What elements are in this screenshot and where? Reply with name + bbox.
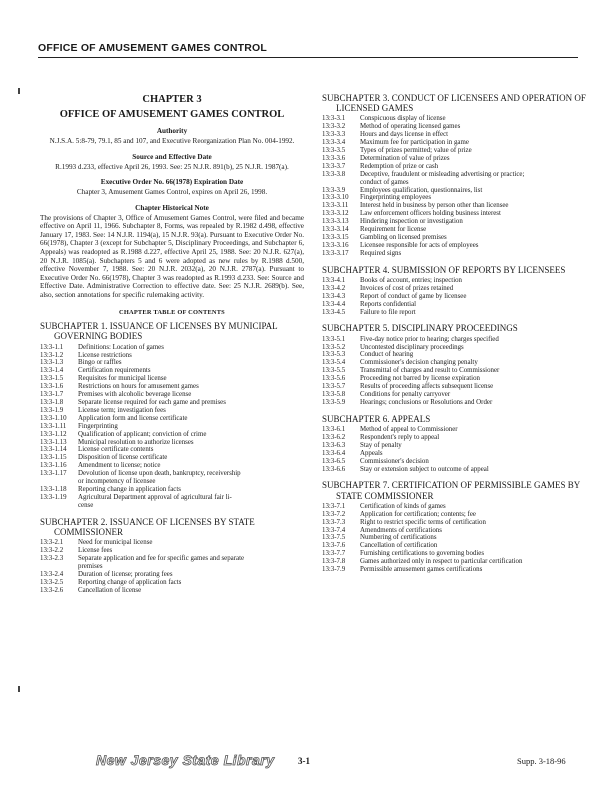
historical-note-heading: Chapter Historical Note — [135, 203, 209, 212]
section-title: Disposition of license certificate — [78, 454, 168, 462]
left-subchapter-list — [40, 321, 304, 594]
section-title: Cancellation of certification — [360, 542, 438, 550]
section-list — [40, 344, 304, 510]
historical-note-text: The provisions of Chapter 3, Office of Amusement Games Control, were filed and became effective on April 11, 1966. Subchapter 8, Forms, was repealed by R.1982 d.498, effective January 17, 1983. See: 14 N.J.R. 1194(a), 15 N.J.R. 93(a). Pursuant to Executive Order No. 66(1978), Chapter 3 (except for Subchapter 5, Disciplinary Proceedings, and Subchapter 6, Appeals) was readopted as R.1988 d.227, effective April 25, 1988. See: 20 N.J.R. 627(a), 20 N.J.R. 1085(a). Subchapters 5 and 6 were adopted as new rules by R.1988 d.500, effective November 7, 1988. See: 20 N.J.R. 2032(a), 20 N.J.R. 2787(a). Pursuant to Executive Order No. 66(1978), Chapter 3 was readopted as R.1993 d.233. See: Source and Effective Date. Administrative Correction to effective date. See: 25 N.J.R. 2689(b). See, also, section annotations for specific rulemaking activity. — [40, 213, 304, 299]
section-number: 13:3-5.7 — [322, 383, 346, 391]
section-title: Uncontested disciplinary proceedings — [360, 343, 464, 351]
toc-entry — [40, 407, 304, 415]
section-number: 13:3-4.5 — [322, 308, 346, 316]
section-number: 13:3-6.4 — [322, 449, 346, 457]
toc-entry — [40, 547, 304, 555]
section-number: 13:3-1.5 — [40, 375, 64, 383]
section-title: Definitions: Location of games — [78, 343, 164, 351]
executive-order-text: Chapter 3, Amusement Games Control, expires on April 26, 1998. — [76, 188, 268, 197]
toc-entry — [40, 431, 304, 439]
toc-entry — [322, 226, 588, 234]
section-title: License term; investigation fees — [78, 406, 166, 414]
authority-heading: Authority — [156, 127, 188, 135]
section-title: Interest held in business by person other than licensee — [360, 202, 509, 210]
toc-entry — [322, 351, 588, 359]
toc-entry — [40, 439, 304, 447]
section-number: 13:3-1.12 — [40, 430, 67, 438]
toc-entry — [322, 309, 588, 317]
section-title: Proceeding not barred by license expiration — [360, 375, 480, 383]
toc-entry — [40, 454, 304, 462]
toc-entry — [322, 250, 588, 258]
toc-entry — [322, 242, 588, 250]
toc-entry — [40, 539, 304, 547]
subchapter-block — [40, 321, 304, 509]
toc-entry — [322, 399, 588, 407]
section-number: 13:3-5.1 — [322, 335, 346, 343]
section-title-continuation: or incompetency of licensee — [78, 478, 156, 486]
toc-entry — [322, 163, 588, 171]
section-title: Law enforcement officers holding business interest — [360, 210, 501, 218]
toc-entry — [322, 534, 588, 542]
chapter-title: OFFICE OF AMUSEMENT GAMES CONTROL — [59, 109, 285, 120]
section-title: Conspicuous display of license — [360, 115, 446, 123]
section-number: 13:3-3.12 — [322, 210, 349, 218]
section-title: Hours and days license in effect — [360, 131, 449, 139]
section-number: 13:3-1.6 — [40, 383, 64, 391]
section-title: Numbering of certifications — [360, 534, 437, 542]
section-title: Agricultural Department approval of agricultural fair li- — [78, 493, 232, 501]
section-title: Municipal resolution to authorize licenses — [78, 438, 194, 446]
toc-entry — [322, 558, 588, 566]
section-number: 13:3-7.4 — [322, 526, 346, 534]
section-number: 13:3-3.9 — [322, 186, 346, 194]
section-title: Results of proceeding affects subsequent license — [360, 383, 494, 391]
toc-entry — [322, 147, 588, 155]
section-title: Gambling on licensed premises — [360, 234, 447, 241]
toc-entry — [322, 367, 588, 375]
section-title: Application for certification; contents; fee — [360, 510, 476, 518]
section-title-continuation: conduct of games — [360, 178, 409, 186]
section-title: Application form and license certificate — [78, 414, 188, 422]
toc-entry — [322, 458, 588, 466]
section-title: Deceptive, fraudulent or misleading advertising or practice; — [360, 170, 525, 178]
section-title: Separate application and fee for specific games and separate — [78, 554, 245, 562]
section-number: 13:3-4.3 — [322, 292, 346, 300]
toc-entry — [322, 187, 588, 195]
subchapter-heading: SUBCHAPTER 2. ISSUANCE OF LICENSES BY STATE COMMISSIONER — [40, 516, 255, 537]
section-title: Right to restrict specific terms of certification — [360, 518, 486, 526]
section-number: 13:3-3.17 — [322, 249, 349, 257]
section-title: Conditions for penalty carryover — [360, 391, 451, 398]
toc-entry — [322, 511, 588, 519]
section-number: 13:3-1.2 — [40, 351, 64, 359]
section-number: 13:3-1.17 — [40, 470, 67, 478]
toc-entry — [40, 375, 304, 383]
section-number: 13:3-1.16 — [40, 462, 67, 470]
section-title: Qualification of applicant; conviction of crime — [78, 430, 207, 438]
toc-entry — [40, 367, 304, 375]
section-number: 13:3-3.13 — [322, 218, 349, 226]
section-title: Furnishing certifications to governing bodies — [360, 550, 485, 558]
section-title: Stay or extension subject to outcome of appeal — [360, 465, 489, 473]
subchapter-heading: SUBCHAPTER 5. DISCIPLINARY PROCEEDINGS — [322, 323, 518, 334]
section-number: 13:3-2.5 — [40, 578, 64, 586]
section-number: 13:3-7.3 — [322, 518, 346, 526]
toc-entry — [40, 399, 304, 407]
section-title: Cancellation of license — [78, 586, 142, 594]
toc-entry — [322, 391, 588, 399]
section-title: License restrictions — [78, 351, 132, 359]
toc-entry — [322, 285, 588, 293]
section-number: 13:3-6.3 — [322, 441, 346, 449]
section-title: License fees — [78, 547, 113, 554]
section-number: 13:3-3.6 — [322, 154, 346, 162]
toc-entry — [322, 542, 588, 550]
section-number: 13:3-3.10 — [322, 194, 349, 202]
toc-entry — [40, 352, 304, 360]
section-number: 13:3-2.2 — [40, 547, 64, 554]
source-heading: Source and Effective Date — [132, 152, 212, 161]
section-title: Certification of kinds of games — [360, 502, 446, 510]
toc-entry — [322, 155, 588, 163]
toc-entry — [322, 202, 588, 210]
section-title: Employees qualification, questionnaires, list — [360, 186, 483, 194]
subchapter-block — [322, 323, 588, 406]
subchapter-heading: SUBCHAPTER 3. CONDUCT OF LICENSEES AND OPERATION OF LICENSED GAMES — [322, 93, 586, 114]
section-title: Certification requirements — [78, 367, 151, 375]
toc-entry — [40, 344, 304, 352]
section-title: Transmittal of charges and result to Commissioner — [360, 367, 500, 375]
section-number: 13:3-6.5 — [322, 457, 346, 465]
toc-entry — [322, 293, 588, 301]
section-list — [322, 277, 588, 317]
section-number: 13:3-2.6 — [40, 586, 64, 594]
subchapter-block — [40, 517, 304, 595]
toc-entry — [322, 550, 588, 558]
toc-entry — [322, 218, 588, 226]
section-title: License certificate contents — [78, 446, 154, 454]
toc-entry — [322, 527, 588, 535]
toc-entry — [40, 486, 304, 494]
section-number: 13:3-7.5 — [322, 534, 346, 542]
section-number: 13:3-7.1 — [322, 502, 346, 510]
section-title: Invoices of cost of prizes retained — [360, 284, 454, 292]
section-number: 13:3-3.2 — [322, 123, 346, 131]
section-title: Books of account, entries; inspection — [360, 276, 462, 284]
section-title: Reporting change of application facts — [78, 578, 182, 586]
section-number: 13:3-3.7 — [322, 162, 346, 170]
toc-entry — [322, 336, 588, 344]
section-number: 13:3-1.14 — [40, 446, 67, 454]
toc-entry — [40, 415, 304, 423]
section-number: 13:3-5.2 — [322, 343, 346, 351]
toc-entry — [322, 171, 588, 179]
section-title: Premises with alcoholic beverage license — [78, 391, 192, 399]
section-number: 13:3-7.7 — [322, 550, 346, 558]
section-number: 13:3-5.9 — [322, 398, 346, 406]
subchapter-heading: SUBCHAPTER 1. ISSUANCE OF LICENSES BY MUNICIPAL GOVERNING BODIES — [40, 321, 278, 342]
library-stamp: New Jersey State Library — [96, 752, 275, 768]
section-number: 13:3-3.16 — [322, 241, 349, 249]
executive-order-heading: Executive Order No. 66(1978) Expiration Date — [100, 178, 244, 187]
section-number: 13:3-7.8 — [322, 558, 346, 566]
section-title: Bingo or raffles — [78, 359, 122, 367]
section-title: Method of appeal to Commissioner — [360, 426, 458, 434]
section-number: 13:3-5.6 — [322, 375, 346, 383]
section-number: 13:3-1.18 — [40, 485, 67, 493]
section-number: 13:3-1.10 — [40, 414, 67, 422]
section-number: 13:3-1.11 — [40, 422, 67, 430]
section-number: 13:3-2.4 — [40, 570, 64, 578]
toc-entry — [322, 375, 588, 383]
section-number: 13:3-3.4 — [322, 139, 346, 147]
toc-entry — [40, 555, 304, 563]
section-title: Fingerprinting — [78, 422, 118, 430]
section-list — [322, 503, 588, 574]
page-number: 3-1 — [298, 756, 310, 766]
toc-entry — [322, 442, 588, 450]
toc-entry — [40, 391, 304, 399]
section-title: Reporting change in application facts — [78, 485, 181, 493]
section-list — [322, 115, 588, 257]
toc-entry — [322, 466, 588, 474]
margin-mark — [18, 88, 20, 94]
section-title: Conduct of hearing — [360, 351, 414, 359]
toc-entry — [322, 115, 588, 123]
section-title: Reports confidential — [360, 300, 417, 308]
section-title: Failure to file report — [360, 308, 416, 316]
source-text: R.1993 d.233, effective April 26, 1993. See: 25 N.J.R. 891(b), 25 N.J.R. 1987(a). — [55, 162, 289, 171]
toc-entry — [40, 462, 304, 470]
section-number: 13:3-3.15 — [322, 234, 349, 241]
margin-mark — [18, 686, 20, 692]
section-number: 13:3-6.6 — [322, 465, 346, 473]
toc-entry — [40, 446, 304, 454]
section-title-continuation: premises — [78, 562, 103, 570]
toc-entry — [40, 383, 304, 391]
section-number: 13:3-1.4 — [40, 367, 64, 375]
toc-entry — [40, 470, 304, 478]
subchapter-block — [322, 265, 588, 317]
section-title: Types of prizes permitted; value of prize — [360, 147, 472, 155]
section-number: 13:3-4.2 — [322, 284, 346, 292]
subchapter-heading: SUBCHAPTER 7. CERTIFICATION OF PERMISSIBLE GAMES BY STATE COMMISSIONER — [322, 480, 580, 501]
toc-entry — [40, 571, 304, 579]
section-list — [322, 426, 588, 473]
toc-entry — [322, 503, 588, 511]
supplement-date: Supp. 3-18-96 — [517, 756, 566, 766]
toc-entry — [322, 383, 588, 391]
section-title: Need for municipal license — [78, 539, 153, 547]
section-title: Hearings; conclusions or Resolutions and Order — [360, 398, 493, 406]
subchapter-heading: SUBCHAPTER 6. APPEALS — [322, 413, 431, 424]
section-title: Determination of value of prizes — [360, 154, 450, 162]
authority-text: N.J.S.A. 5:8-79, 79.1, 85 and 107, and Executive Reorganization Plan No. 004-1992. — [49, 137, 295, 145]
toc-entry — [40, 494, 304, 502]
section-title: Devolution of license upon death, bankruptcy, receivership — [78, 470, 241, 478]
section-number: 13:3-5.4 — [322, 359, 346, 367]
section-title: Redemption of prize or cash — [360, 162, 439, 170]
section-title: Separate license required for each game and premises — [78, 399, 226, 406]
section-number: 13:3-1.13 — [40, 438, 67, 446]
section-title: Five-day notice prior to hearing; charges specified — [360, 335, 499, 343]
toc-entry — [40, 579, 304, 587]
section-title: Licensee responsible for acts of employees — [360, 241, 479, 249]
right-column — [322, 88, 588, 574]
right-subchapter-list — [322, 93, 588, 574]
toc-entry — [322, 434, 588, 442]
section-title: Report of conduct of game by licensee — [360, 292, 467, 300]
section-number: 13:3-3.11 — [322, 202, 349, 210]
section-number: 13:3-1.7 — [40, 391, 64, 399]
section-number: 13:3-1.15 — [40, 454, 67, 462]
toc-entry — [322, 139, 588, 147]
section-number: 13:3-5.5 — [322, 367, 346, 375]
toc-entry — [322, 344, 588, 352]
subchapter-block — [322, 93, 588, 258]
section-number: 13:3-1.8 — [40, 399, 64, 406]
section-title: Method of operating licensed games — [360, 123, 461, 131]
subchapter-heading: SUBCHAPTER 4. SUBMISSION OF REPORTS BY LICENSEES — [322, 264, 566, 275]
section-title: Requisites for municipal license — [78, 375, 167, 383]
toc-entry — [322, 301, 588, 309]
toc-entry — [322, 426, 588, 434]
section-number: 13:3-6.2 — [322, 433, 346, 441]
running-head: OFFICE OF AMUSEMENT GAMES CONTROL — [38, 42, 578, 58]
section-number: 13:3-5.8 — [322, 391, 346, 398]
section-number: 13:3-1.9 — [40, 406, 64, 414]
subchapter-block — [322, 414, 588, 474]
chapter-number: CHAPTER 3 — [142, 94, 202, 105]
section-number: 13:3-6.1 — [322, 426, 346, 434]
section-title: Commissioner's decision — [360, 457, 429, 465]
toc-entry — [322, 519, 588, 527]
toc-entry — [322, 566, 588, 574]
section-title: Respondent's reply to appeal — [360, 433, 440, 441]
section-number: 13:3-5.3 — [322, 351, 346, 359]
section-number: 13:3-2.1 — [40, 539, 64, 547]
section-title: Appeals — [360, 449, 383, 457]
toc-entry — [40, 359, 304, 367]
toc-entry — [322, 194, 588, 202]
section-title-continuation: cense — [78, 501, 94, 509]
toc-entry — [40, 423, 304, 431]
toc-heading: CHAPTER TABLE OF CONTENTS — [119, 309, 225, 317]
toc-entry — [322, 131, 588, 139]
section-list — [322, 336, 588, 407]
toc-entry — [322, 359, 588, 367]
section-title: Amendment to license; notice — [78, 462, 161, 470]
section-list — [40, 539, 304, 594]
section-title: Required signs — [360, 249, 402, 257]
toc-entry — [322, 450, 588, 458]
section-number: 13:3-3.8 — [322, 170, 346, 178]
toc-entry — [322, 234, 588, 242]
section-number: 13:3-3.14 — [322, 226, 349, 234]
toc-entry — [322, 123, 588, 131]
section-number: 13:3-7.9 — [322, 566, 346, 574]
section-number: 13:3-1.19 — [40, 493, 67, 501]
toc-entry — [322, 210, 588, 218]
section-title: Stay of penalty — [360, 441, 402, 449]
section-title: Duration of license; prorating fees — [78, 570, 173, 578]
section-title: Hindering inspection or investigation — [360, 218, 463, 226]
section-title: Commissioner's decision changing penalty — [360, 359, 478, 367]
section-number: 13:3-3.1 — [322, 115, 346, 123]
section-title: Requirement for license — [360, 226, 427, 234]
section-number: 13:3-1.1 — [40, 343, 64, 351]
section-title: Fingerprinting employees — [360, 194, 431, 202]
subchapter-block — [322, 480, 588, 574]
section-title: Permissible amusement games certifications — [360, 566, 483, 574]
toc-entry — [322, 277, 588, 285]
section-number: 13:3-1.3 — [40, 359, 64, 367]
section-number: 13:3-4.4 — [322, 300, 346, 308]
section-number: 13:3-4.1 — [322, 276, 346, 284]
section-title: Maximum fee for participation in game — [360, 139, 469, 147]
section-number: 13:3-2.3 — [40, 554, 64, 562]
left-column — [40, 94, 304, 594]
section-title: Amendments of certifications — [360, 526, 442, 534]
section-number: 13:3-7.6 — [322, 542, 346, 550]
section-number: 13:3-3.5 — [322, 147, 346, 155]
section-number: 13:3-3.3 — [322, 131, 346, 139]
section-number: 13:3-7.2 — [322, 510, 346, 518]
section-title: Restrictions on hours for amusement games — [78, 383, 199, 391]
toc-entry — [40, 587, 304, 595]
section-title: Games authorized only in respect to particular certification — [360, 558, 523, 566]
